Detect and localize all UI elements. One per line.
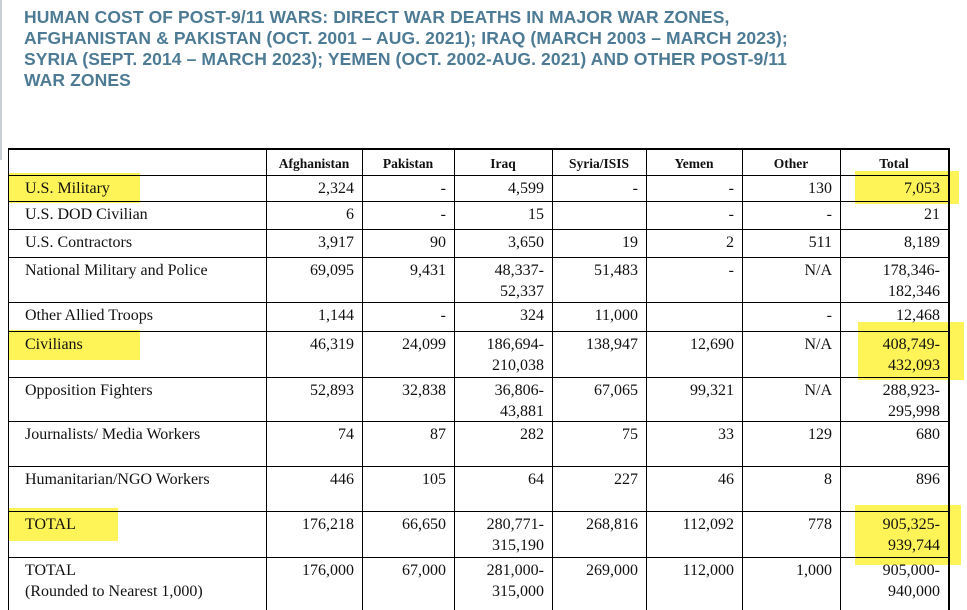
row-label: (Rounded to Nearest 1,000) [25,583,203,600]
table-cell: - [440,206,446,223]
table-cell: 315,000 [492,583,544,600]
row-label: Humanitarian/NGO Workers [25,471,210,488]
table-cell: 315,190 [492,537,544,554]
row-label: Journalists/ Media Workers [25,426,201,443]
table-cell: 67,000 [402,562,446,579]
table-cell: 3,917 [318,234,354,251]
table-cell: - [728,262,734,279]
page-left-border [0,0,2,160]
row-label: National Military and Police [25,262,208,279]
table-cell: 905,325- [882,516,940,533]
table-cell: 432,093 [888,357,940,374]
column-header-other: Other [773,156,809,171]
table-cell: 295,998 [888,403,940,420]
title-line: SYRIA (SEPT. 2014 – MARCH 2023); YEMEN (OCT. 2002-AUG. 2021) AND OTHER POST-9/11 [24,49,788,69]
table-cell: 15 [528,206,544,223]
table-row-divider [8,302,950,303]
table-cell: 129 [808,426,832,443]
table-cell: 67,065 [594,382,638,399]
table-cell: - [632,180,638,197]
table-cell: 130 [808,180,832,197]
table-cell: 940,000 [888,583,940,600]
table-cell: 75 [622,426,638,443]
table-cell: 7,053 [904,180,940,197]
table-cell: 105 [422,471,446,488]
table-row-divider [8,466,950,467]
row-label: U.S. Contractors [25,234,133,251]
table-cell: N/A [804,382,832,399]
table-row-divider [8,331,950,332]
table-cell: 46,319 [310,336,354,353]
column-header-total: Total [879,156,909,171]
column-header-syria-isis: Syria/ISIS [568,156,630,171]
table-cell: - [440,180,446,197]
table-cell: 1,144 [318,307,354,324]
table-cell: 52,893 [310,382,354,399]
table-cell: 9,431 [410,262,446,279]
column-header-yemen: Yemen [674,156,714,171]
table-cell: 281,000- [486,562,544,579]
table-cell: - [826,206,832,223]
title-line: WAR ZONES [24,70,131,90]
table-cell: - [826,307,832,324]
table-cell: 74 [338,426,354,443]
table-cell: 227 [614,471,638,488]
table-cell: 176,000 [302,562,354,579]
table-cell: - [728,180,734,197]
table-cell: 269,000 [586,562,638,579]
table-cell: 176,218 [302,516,354,533]
table-cell: N/A [804,336,832,353]
table-cell: 8 [824,471,832,488]
table-cell: - [440,307,446,324]
table-cell: 36,806- [494,382,544,399]
table-cell: 2,324 [318,180,354,197]
table-cell: 32,838 [402,382,446,399]
table-cell: 69,095 [310,262,354,279]
table-cell: 6 [346,206,354,223]
table-cell: 8,189 [904,234,940,251]
table-cell: 939,744 [888,537,940,554]
table-cell: 112,092 [682,516,734,533]
table-cell: 19 [622,234,638,251]
title-line: AFGHANISTAN & PAKISTAN (OCT. 2001 – AUG. 2021); IRAQ (MARCH 2003 – MARCH 2023); [24,28,788,48]
table-cell: 186,694- [486,336,544,353]
table-cell: 282 [520,426,544,443]
row-label: TOTAL [25,562,76,579]
table-cell: 4,599 [508,180,544,197]
table-cell: 48,337- [494,262,544,279]
table-cell: N/A [804,262,832,279]
table-row-divider [8,257,950,258]
table-row-divider [8,201,950,202]
table-cell: 905,000- [882,562,940,579]
table-cell: 210,038 [492,357,544,374]
table-row-divider [8,229,950,230]
table-cell: 90 [430,234,446,251]
table-row-divider [8,377,950,378]
row-label: Opposition Fighters [25,382,153,399]
row-label: U.S. DOD Civilian [25,206,148,223]
table-cell: 43,881 [500,403,544,420]
table-row-divider [8,175,950,176]
table-cell: 268,816 [586,516,638,533]
table-cell: 3,650 [508,234,544,251]
table-cell: 52,337 [500,283,544,300]
table-cell: 324 [520,307,544,324]
table-cell: 2 [726,234,734,251]
row-label: Civilians [25,336,83,353]
table-cell: 178,346- [882,262,940,279]
row-label: Other Allied Troops [25,307,154,324]
table-cell: 778 [808,516,832,533]
table-cell: 64 [528,471,544,488]
column-header-iraq: Iraq [490,156,516,171]
table-cell: 12,690 [690,336,734,353]
table-cell: - [728,206,734,223]
table-cell: 896 [916,471,940,488]
table-cell: 511 [808,234,832,251]
title-line: HUMAN COST OF POST-9/11 WARS: DIRECT WAR DEATHS IN MAJOR WAR ZONES, [24,7,730,27]
table-cell: 280,771- [486,516,544,533]
table-cell: 11,000 [594,307,638,324]
table-cell: 288,923- [882,382,940,399]
table-row-divider [8,511,950,512]
table-row-divider [8,557,950,558]
table-cell: 21 [924,206,940,223]
table-cell: 1,000 [796,562,832,579]
table-cell: 138,947 [586,336,638,353]
table-cell: 51,483 [594,262,638,279]
table-cell: 12,468 [896,307,940,324]
row-label: TOTAL [25,516,76,533]
table-cell: 446 [330,471,354,488]
table-cell: 112,000 [682,562,734,579]
table-cell: 99,321 [690,382,734,399]
table-cell: 182,346 [888,283,940,300]
table-cell: 66,650 [402,516,446,533]
table-cell: 87 [430,426,446,443]
row-label: U.S. Military [25,180,110,197]
column-header-afghanistan: Afghanistan [278,156,350,171]
table-cell: 408,749- [882,336,940,353]
page-title [24,7,954,91]
table-cell: 33 [718,426,734,443]
table-cell: 24,099 [402,336,446,353]
column-header-pakistan: Pakistan [382,156,434,171]
table-cell: 46 [718,471,734,488]
table-cell: 680 [916,426,940,443]
